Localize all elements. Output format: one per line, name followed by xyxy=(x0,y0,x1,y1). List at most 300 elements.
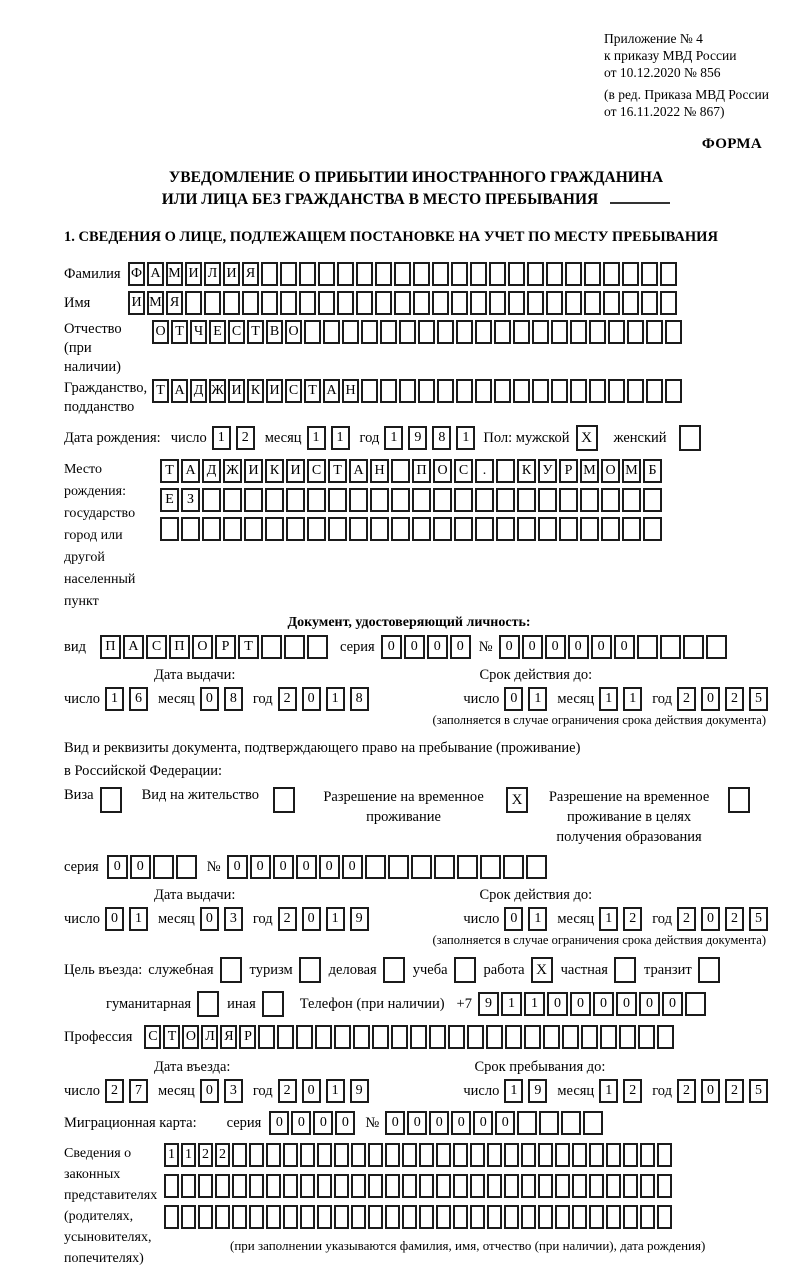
char-cell[interactable]: А xyxy=(123,635,144,659)
char-cell[interactable] xyxy=(223,488,242,512)
char-cell[interactable]: 0 xyxy=(227,855,248,879)
char-cell[interactable] xyxy=(160,517,179,541)
char-cell[interactable] xyxy=(475,320,492,344)
char-cell[interactable]: 0 xyxy=(319,855,340,879)
char-cell[interactable]: 0 xyxy=(591,635,612,659)
char-cell[interactable] xyxy=(470,262,487,286)
char-cell[interactable] xyxy=(391,1025,408,1049)
char-cell[interactable] xyxy=(646,320,663,344)
date-digit-cell[interactable]: 2 xyxy=(725,687,744,711)
char-cell[interactable] xyxy=(524,1025,541,1049)
char-cell[interactable] xyxy=(538,1143,553,1167)
char-cell[interactable]: 0 xyxy=(451,1111,471,1135)
char-cell[interactable] xyxy=(265,488,284,512)
char-cell[interactable] xyxy=(296,1025,313,1049)
char-cell[interactable] xyxy=(266,1205,281,1229)
char-cell[interactable]: Е xyxy=(160,488,179,512)
char-cell[interactable] xyxy=(249,1205,264,1229)
char-cell[interactable] xyxy=(412,517,431,541)
char-cell[interactable] xyxy=(277,1025,294,1049)
char-cell[interactable] xyxy=(517,488,536,512)
char-cell[interactable] xyxy=(300,1174,315,1198)
char-cell[interactable] xyxy=(368,1205,383,1229)
char-cell[interactable]: 0 xyxy=(639,992,660,1016)
char-cell[interactable] xyxy=(532,379,549,403)
char-cell[interactable] xyxy=(622,517,641,541)
purpose-option-checkbox[interactable] xyxy=(698,957,720,983)
char-cell[interactable] xyxy=(470,1143,485,1167)
char-cell[interactable]: М xyxy=(147,291,164,315)
char-cell[interactable] xyxy=(453,1205,468,1229)
char-cell[interactable] xyxy=(559,488,578,512)
char-cell[interactable]: Д xyxy=(202,459,221,483)
char-cell[interactable] xyxy=(317,1143,332,1167)
char-cell[interactable]: О xyxy=(433,459,452,483)
char-cell[interactable] xyxy=(475,488,494,512)
char-cell[interactable] xyxy=(551,320,568,344)
char-cell[interactable] xyxy=(551,379,568,403)
char-cell[interactable]: 0 xyxy=(107,855,128,879)
char-cell[interactable] xyxy=(470,291,487,315)
char-cell[interactable] xyxy=(399,320,416,344)
date-digit-cell[interactable]: 2 xyxy=(677,1079,696,1103)
date-digit-cell[interactable]: 3 xyxy=(224,907,243,931)
char-cell[interactable] xyxy=(504,1143,519,1167)
purpose-option-checkbox[interactable] xyxy=(614,957,636,983)
date-digit-cell[interactable]: 9 xyxy=(528,1079,547,1103)
char-cell[interactable] xyxy=(456,379,473,403)
char-cell[interactable]: Т xyxy=(152,379,169,403)
char-cell[interactable] xyxy=(555,1143,570,1167)
char-cell[interactable] xyxy=(508,291,525,315)
char-cell[interactable] xyxy=(349,517,368,541)
char-cell[interactable]: М xyxy=(580,459,599,483)
char-cell[interactable] xyxy=(342,320,359,344)
char-cell[interactable]: 1 xyxy=(524,992,545,1016)
char-cell[interactable] xyxy=(539,1111,559,1135)
date-digit-cell[interactable]: 1 xyxy=(331,426,350,450)
char-cell[interactable]: 0 xyxy=(499,635,520,659)
char-cell[interactable]: Д xyxy=(190,379,207,403)
char-cell[interactable]: Т xyxy=(238,635,259,659)
char-cell[interactable]: 2 xyxy=(215,1143,230,1167)
char-cell[interactable] xyxy=(284,635,305,659)
char-cell[interactable] xyxy=(280,262,297,286)
char-cell[interactable] xyxy=(334,1174,349,1198)
date-digit-cell[interactable]: 1 xyxy=(326,687,345,711)
date-digit-cell[interactable]: 0 xyxy=(200,687,219,711)
char-cell[interactable] xyxy=(356,262,373,286)
char-cell[interactable] xyxy=(215,1174,230,1198)
date-digit-cell[interactable]: 0 xyxy=(701,1079,720,1103)
char-cell[interactable] xyxy=(504,1174,519,1198)
char-cell[interactable]: 0 xyxy=(450,635,471,659)
char-cell[interactable]: 0 xyxy=(427,635,448,659)
char-cell[interactable] xyxy=(527,262,544,286)
char-cell[interactable] xyxy=(627,320,644,344)
char-cell[interactable] xyxy=(261,635,282,659)
date-digit-cell[interactable]: 1 xyxy=(599,687,618,711)
char-cell[interactable] xyxy=(317,1174,332,1198)
char-cell[interactable] xyxy=(538,517,557,541)
char-cell[interactable] xyxy=(307,517,326,541)
char-cell[interactable] xyxy=(432,262,449,286)
purpose-option-checkbox[interactable] xyxy=(262,991,284,1017)
char-cell[interactable] xyxy=(562,1025,579,1049)
char-cell[interactable]: О xyxy=(601,459,620,483)
char-cell[interactable] xyxy=(640,1143,655,1167)
char-cell[interactable]: Я xyxy=(220,1025,237,1049)
sex-male-checkbox[interactable]: X xyxy=(576,425,598,451)
char-cell[interactable]: Т xyxy=(328,459,347,483)
date-digit-cell[interactable]: 1 xyxy=(384,426,403,450)
char-cell[interactable] xyxy=(315,1025,332,1049)
char-cell[interactable] xyxy=(413,262,430,286)
char-cell[interactable]: 2 xyxy=(198,1143,213,1167)
char-cell[interactable] xyxy=(223,291,240,315)
char-cell[interactable] xyxy=(351,1205,366,1229)
date-digit-cell[interactable]: 1 xyxy=(504,1079,523,1103)
date-digit-cell[interactable]: 2 xyxy=(278,1079,297,1103)
char-cell[interactable]: 0 xyxy=(130,855,151,879)
char-cell[interactable] xyxy=(328,517,347,541)
char-cell[interactable] xyxy=(437,320,454,344)
char-cell[interactable] xyxy=(307,635,328,659)
char-cell[interactable]: Л xyxy=(204,262,221,286)
char-cell[interactable] xyxy=(181,517,200,541)
char-cell[interactable] xyxy=(181,1174,196,1198)
date-digit-cell[interactable]: 2 xyxy=(236,426,255,450)
char-cell[interactable] xyxy=(198,1174,213,1198)
char-cell[interactable] xyxy=(265,517,284,541)
char-cell[interactable]: 9 xyxy=(478,992,499,1016)
char-cell[interactable] xyxy=(286,488,305,512)
char-cell[interactable]: Т xyxy=(304,379,321,403)
date-digit-cell[interactable]: 1 xyxy=(528,907,547,931)
char-cell[interactable] xyxy=(232,1205,247,1229)
char-cell[interactable]: 0 xyxy=(385,1111,405,1135)
char-cell[interactable] xyxy=(475,379,492,403)
char-cell[interactable] xyxy=(337,291,354,315)
char-cell[interactable] xyxy=(657,1174,672,1198)
char-cell[interactable] xyxy=(504,1205,519,1229)
char-cell[interactable]: П xyxy=(100,635,121,659)
date-digit-cell[interactable]: 0 xyxy=(200,1079,219,1103)
char-cell[interactable] xyxy=(283,1143,298,1167)
char-cell[interactable]: 0 xyxy=(342,855,363,879)
char-cell[interactable] xyxy=(361,320,378,344)
char-cell[interactable] xyxy=(685,992,706,1016)
char-cell[interactable] xyxy=(437,379,454,403)
char-cell[interactable] xyxy=(640,1205,655,1229)
char-cell[interactable] xyxy=(532,320,549,344)
date-digit-cell[interactable]: 2 xyxy=(725,907,744,931)
date-digit-cell[interactable]: 2 xyxy=(677,907,696,931)
date-digit-cell[interactable]: 1 xyxy=(599,1079,618,1103)
char-cell[interactable] xyxy=(385,1205,400,1229)
char-cell[interactable] xyxy=(261,262,278,286)
date-digit-cell[interactable]: 5 xyxy=(749,907,768,931)
date-digit-cell[interactable]: 2 xyxy=(278,687,297,711)
char-cell[interactable]: 0 xyxy=(407,1111,427,1135)
char-cell[interactable]: Ч xyxy=(190,320,207,344)
char-cell[interactable] xyxy=(517,517,536,541)
char-cell[interactable]: Т xyxy=(247,320,264,344)
char-cell[interactable] xyxy=(513,320,530,344)
char-cell[interactable] xyxy=(505,1025,522,1049)
date-digit-cell[interactable]: 9 xyxy=(408,426,427,450)
char-cell[interactable] xyxy=(657,1205,672,1229)
char-cell[interactable] xyxy=(454,488,473,512)
char-cell[interactable] xyxy=(641,262,658,286)
edu-permit-checkbox[interactable] xyxy=(728,787,750,813)
char-cell[interactable]: И xyxy=(244,459,263,483)
char-cell[interactable]: 0 xyxy=(250,855,271,879)
date-digit-cell[interactable]: 0 xyxy=(302,687,321,711)
char-cell[interactable]: З xyxy=(181,488,200,512)
char-cell[interactable] xyxy=(356,291,373,315)
char-cell[interactable] xyxy=(606,1174,621,1198)
char-cell[interactable] xyxy=(413,291,430,315)
char-cell[interactable] xyxy=(470,1205,485,1229)
char-cell[interactable] xyxy=(402,1205,417,1229)
char-cell[interactable]: И xyxy=(228,379,245,403)
char-cell[interactable] xyxy=(600,1025,617,1049)
char-cell[interactable] xyxy=(538,488,557,512)
char-cell[interactable] xyxy=(546,262,563,286)
char-cell[interactable] xyxy=(451,262,468,286)
char-cell[interactable] xyxy=(526,855,547,879)
char-cell[interactable] xyxy=(334,1205,349,1229)
char-cell[interactable] xyxy=(589,1205,604,1229)
date-digit-cell[interactable]: 2 xyxy=(623,907,642,931)
char-cell[interactable] xyxy=(565,291,582,315)
char-cell[interactable] xyxy=(555,1205,570,1229)
char-cell[interactable] xyxy=(215,1205,230,1229)
char-cell[interactable] xyxy=(622,291,639,315)
char-cell[interactable] xyxy=(317,1205,332,1229)
char-cell[interactable] xyxy=(589,320,606,344)
char-cell[interactable]: 0 xyxy=(381,635,402,659)
char-cell[interactable] xyxy=(410,1025,427,1049)
char-cell[interactable] xyxy=(434,855,455,879)
char-cell[interactable] xyxy=(244,488,263,512)
char-cell[interactable] xyxy=(627,379,644,403)
date-digit-cell[interactable]: 5 xyxy=(749,1079,768,1103)
char-cell[interactable]: М xyxy=(622,459,641,483)
char-cell[interactable] xyxy=(496,459,515,483)
char-cell[interactable] xyxy=(448,1025,465,1049)
char-cell[interactable] xyxy=(538,1174,553,1198)
char-cell[interactable]: В xyxy=(266,320,283,344)
char-cell[interactable] xyxy=(657,1143,672,1167)
char-cell[interactable]: М xyxy=(166,262,183,286)
date-digit-cell[interactable]: 1 xyxy=(528,687,547,711)
char-cell[interactable] xyxy=(223,517,242,541)
char-cell[interactable]: 1 xyxy=(501,992,522,1016)
char-cell[interactable] xyxy=(153,855,174,879)
char-cell[interactable] xyxy=(380,320,397,344)
char-cell[interactable] xyxy=(286,517,305,541)
char-cell[interactable] xyxy=(508,262,525,286)
char-cell[interactable] xyxy=(399,379,416,403)
date-digit-cell[interactable]: 0 xyxy=(504,687,523,711)
char-cell[interactable] xyxy=(601,488,620,512)
char-cell[interactable] xyxy=(467,1025,484,1049)
char-cell[interactable] xyxy=(370,488,389,512)
char-cell[interactable]: 0 xyxy=(614,635,635,659)
char-cell[interactable] xyxy=(623,1174,638,1198)
char-cell[interactable]: 0 xyxy=(291,1111,311,1135)
char-cell[interactable]: Т xyxy=(171,320,188,344)
temp-permit-checkbox[interactable]: X xyxy=(506,787,528,813)
char-cell[interactable]: К xyxy=(247,379,264,403)
char-cell[interactable] xyxy=(606,1143,621,1167)
char-cell[interactable] xyxy=(204,291,221,315)
date-digit-cell[interactable]: 2 xyxy=(278,907,297,931)
char-cell[interactable] xyxy=(513,379,530,403)
char-cell[interactable] xyxy=(412,488,431,512)
char-cell[interactable]: 0 xyxy=(522,635,543,659)
char-cell[interactable] xyxy=(543,1025,560,1049)
char-cell[interactable]: П xyxy=(169,635,190,659)
char-cell[interactable] xyxy=(572,1174,587,1198)
char-cell[interactable]: У xyxy=(538,459,557,483)
date-digit-cell[interactable]: 1 xyxy=(105,687,124,711)
date-digit-cell[interactable]: 6 xyxy=(129,687,148,711)
date-digit-cell[interactable]: 1 xyxy=(212,426,231,450)
char-cell[interactable]: И xyxy=(266,379,283,403)
char-cell[interactable]: Ж xyxy=(209,379,226,403)
char-cell[interactable] xyxy=(391,488,410,512)
char-cell[interactable]: 1 xyxy=(181,1143,196,1167)
char-cell[interactable] xyxy=(283,1174,298,1198)
char-cell[interactable]: Н xyxy=(342,379,359,403)
char-cell[interactable]: 0 xyxy=(273,855,294,879)
char-cell[interactable]: 0 xyxy=(545,635,566,659)
char-cell[interactable]: И xyxy=(128,291,145,315)
char-cell[interactable] xyxy=(323,320,340,344)
char-cell[interactable]: 0 xyxy=(568,635,589,659)
char-cell[interactable] xyxy=(643,517,662,541)
purpose-option-checkbox[interactable] xyxy=(299,957,321,983)
char-cell[interactable] xyxy=(640,1174,655,1198)
char-cell[interactable] xyxy=(480,855,501,879)
char-cell[interactable] xyxy=(394,291,411,315)
char-cell[interactable] xyxy=(337,262,354,286)
char-cell[interactable] xyxy=(457,855,478,879)
char-cell[interactable] xyxy=(185,291,202,315)
residence-permit-checkbox[interactable] xyxy=(273,787,295,813)
date-digit-cell[interactable]: 0 xyxy=(504,907,523,931)
char-cell[interactable] xyxy=(433,517,452,541)
char-cell[interactable]: Ж xyxy=(223,459,242,483)
char-cell[interactable] xyxy=(456,320,473,344)
char-cell[interactable] xyxy=(429,1025,446,1049)
char-cell[interactable] xyxy=(418,379,435,403)
char-cell[interactable]: О xyxy=(285,320,302,344)
purpose-option-checkbox[interactable] xyxy=(220,957,242,983)
char-cell[interactable] xyxy=(307,488,326,512)
date-digit-cell[interactable]: 0 xyxy=(701,687,720,711)
char-cell[interactable] xyxy=(266,1143,281,1167)
char-cell[interactable] xyxy=(249,1143,264,1167)
char-cell[interactable] xyxy=(572,1205,587,1229)
char-cell[interactable] xyxy=(198,1205,213,1229)
char-cell[interactable] xyxy=(375,262,392,286)
purpose-option-checkbox[interactable]: X xyxy=(531,957,553,983)
char-cell[interactable] xyxy=(706,635,727,659)
char-cell[interactable]: Р xyxy=(559,459,578,483)
char-cell[interactable] xyxy=(580,517,599,541)
char-cell[interactable] xyxy=(244,517,263,541)
char-cell[interactable] xyxy=(368,1174,383,1198)
char-cell[interactable] xyxy=(489,262,506,286)
char-cell[interactable] xyxy=(432,291,449,315)
char-cell[interactable] xyxy=(608,379,625,403)
char-cell[interactable]: А xyxy=(181,459,200,483)
date-digit-cell[interactable]: 1 xyxy=(326,907,345,931)
char-cell[interactable] xyxy=(494,320,511,344)
char-cell[interactable]: С xyxy=(144,1025,161,1049)
char-cell[interactable] xyxy=(496,488,515,512)
char-cell[interactable] xyxy=(242,291,259,315)
date-digit-cell[interactable]: 7 xyxy=(129,1079,148,1103)
date-digit-cell[interactable]: 8 xyxy=(224,687,243,711)
char-cell[interactable] xyxy=(181,1205,196,1229)
char-cell[interactable] xyxy=(300,1205,315,1229)
date-digit-cell[interactable]: 9 xyxy=(350,907,369,931)
char-cell[interactable]: А xyxy=(323,379,340,403)
char-cell[interactable]: 0 xyxy=(269,1111,289,1135)
char-cell[interactable] xyxy=(351,1174,366,1198)
char-cell[interactable]: А xyxy=(171,379,188,403)
char-cell[interactable]: А xyxy=(147,262,164,286)
char-cell[interactable] xyxy=(433,488,452,512)
date-digit-cell[interactable]: 3 xyxy=(224,1079,243,1103)
char-cell[interactable] xyxy=(419,1143,434,1167)
char-cell[interactable]: 0 xyxy=(473,1111,493,1135)
char-cell[interactable]: Я xyxy=(166,291,183,315)
char-cell[interactable] xyxy=(583,1111,603,1135)
char-cell[interactable] xyxy=(637,635,658,659)
sex-female-checkbox[interactable] xyxy=(679,425,701,451)
char-cell[interactable]: О xyxy=(192,635,213,659)
char-cell[interactable] xyxy=(385,1143,400,1167)
char-cell[interactable] xyxy=(365,855,386,879)
char-cell[interactable] xyxy=(494,379,511,403)
char-cell[interactable] xyxy=(570,379,587,403)
char-cell[interactable] xyxy=(486,1025,503,1049)
purpose-option-checkbox[interactable] xyxy=(197,991,219,1017)
char-cell[interactable] xyxy=(603,262,620,286)
char-cell[interactable]: И xyxy=(223,262,240,286)
char-cell[interactable] xyxy=(521,1143,536,1167)
char-cell[interactable]: Т xyxy=(163,1025,180,1049)
char-cell[interactable] xyxy=(622,488,641,512)
char-cell[interactable] xyxy=(388,855,409,879)
char-cell[interactable] xyxy=(517,1111,537,1135)
date-digit-cell[interactable]: 0 xyxy=(302,1079,321,1103)
char-cell[interactable] xyxy=(372,1025,389,1049)
visa-checkbox[interactable] xyxy=(100,787,122,813)
char-cell[interactable]: 0 xyxy=(313,1111,333,1135)
char-cell[interactable] xyxy=(660,635,681,659)
char-cell[interactable]: С xyxy=(285,379,302,403)
char-cell[interactable]: . xyxy=(475,459,494,483)
date-digit-cell[interactable]: 0 xyxy=(105,907,124,931)
char-cell[interactable] xyxy=(380,379,397,403)
